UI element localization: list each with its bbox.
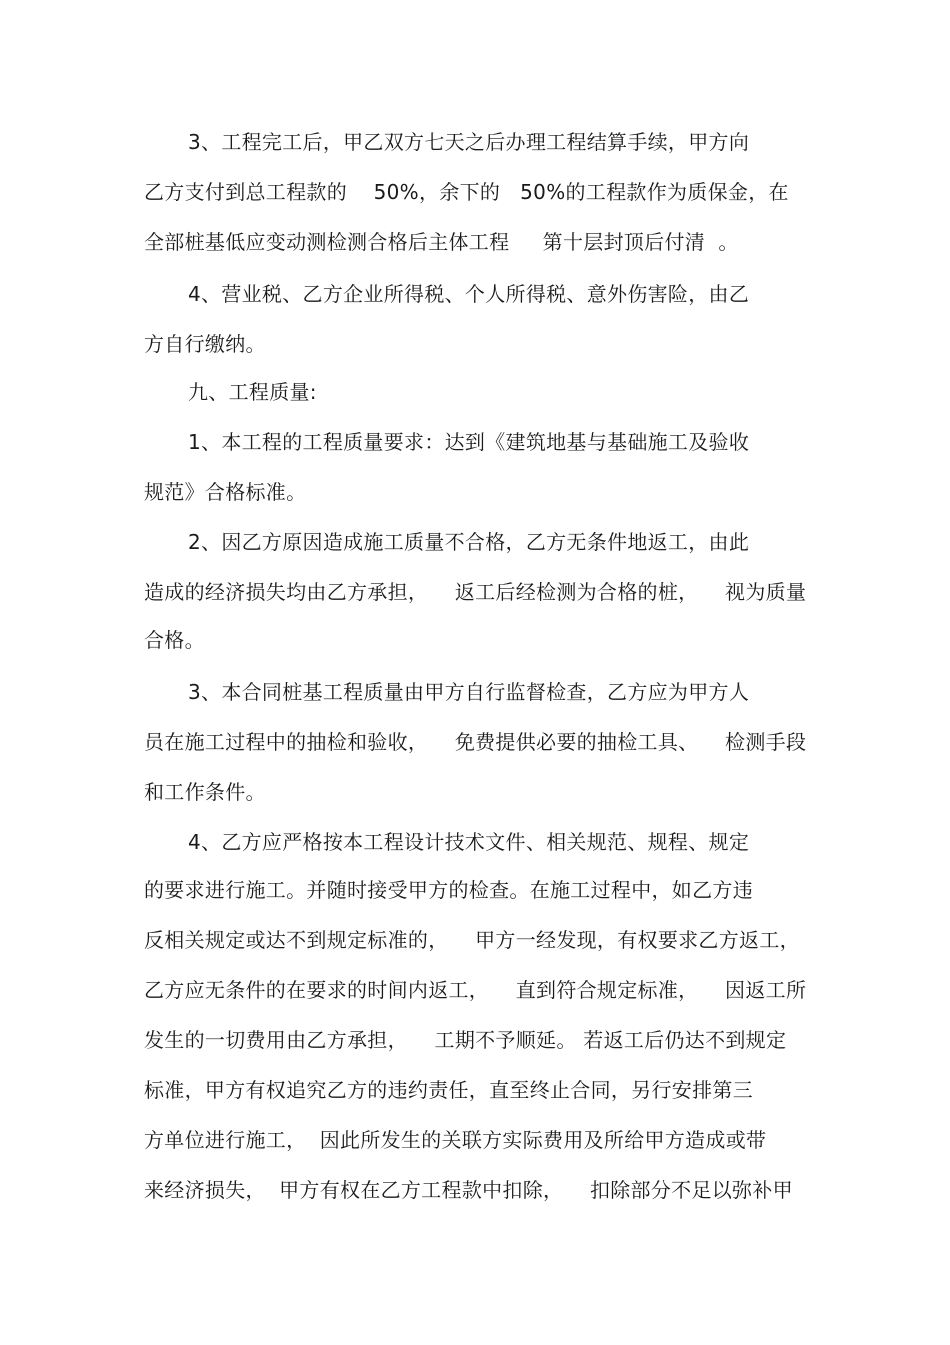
paragraph-line: 造成的经济损失均由乙方承担， 返工后经检测为合格的桩， 视为质量 bbox=[144, 580, 807, 604]
paragraph-line: 方自行缴纳。 bbox=[144, 332, 266, 356]
paragraph-line: 4、营业税、乙方企业所得税、个人所得税、意外伤害险，由乙 bbox=[188, 282, 750, 306]
paragraph-line: 2、因乙方原因造成施工质量不合格，乙方无条件地返工，由此 bbox=[188, 530, 750, 554]
paragraph-line: 来经济损失， 甲方有权在乙方工程款中扣除， 扣除部分不足以弥补甲 bbox=[144, 1178, 793, 1202]
paragraph-line: 反相关规定或达不到规定标准的， 甲方一经发现，有权要求乙方返工， bbox=[144, 928, 800, 952]
paragraph-line: 乙方支付到总工程款的 50%，余下的 50%的工程款作为质保金，在 bbox=[144, 180, 789, 204]
paragraph-line: 3、工程完工后，甲乙双方七天之后办理工程结算手续，甲方向 bbox=[188, 130, 750, 154]
paragraph-line: 标准，甲方有权追究乙方的违约责任，直至终止合同，另行安排第三 bbox=[144, 1078, 753, 1102]
paragraph-line: 全部桩基低应变动测检测合格后主体工程 第十层封顶后付清 。 bbox=[144, 230, 739, 254]
paragraph-line: 规范》合格标准。 bbox=[144, 480, 307, 504]
paragraph-line: 1、本工程的工程质量要求：达到《建筑地基与基础施工及验收 bbox=[188, 430, 750, 454]
paragraph-line: 乙方应无条件的在要求的时间内返工， 直到符合规定标准， 因返工所 bbox=[144, 978, 807, 1002]
paragraph-line: 员在施工过程中的抽检和验收， 免费提供必要的抽检工具、 检测手段 bbox=[144, 730, 807, 754]
paragraph-line: 和工作条件。 bbox=[144, 780, 266, 804]
paragraph-line: 方单位进行施工， 因此所发生的关联方实际费用及所给甲方造成或带 bbox=[144, 1128, 767, 1152]
paragraph-line: 4、乙方应严格按本工程设计技术文件、相关规范、规程、规定 bbox=[188, 830, 750, 854]
paragraph-line: 3、本合同桩基工程质量由甲方自行监督检查，乙方应为甲方人 bbox=[188, 680, 750, 704]
paragraph-line: 的要求进行施工。并随时接受甲方的检查。在施工过程中，如乙方违 bbox=[144, 878, 753, 902]
section-heading: 九、工程质量: bbox=[188, 380, 317, 404]
paragraph-line: 发生的一切费用由乙方承担， 工期不予顺延。 若返工后仍达不到规定 bbox=[144, 1028, 787, 1052]
paragraph-line: 合格。 bbox=[144, 628, 205, 652]
